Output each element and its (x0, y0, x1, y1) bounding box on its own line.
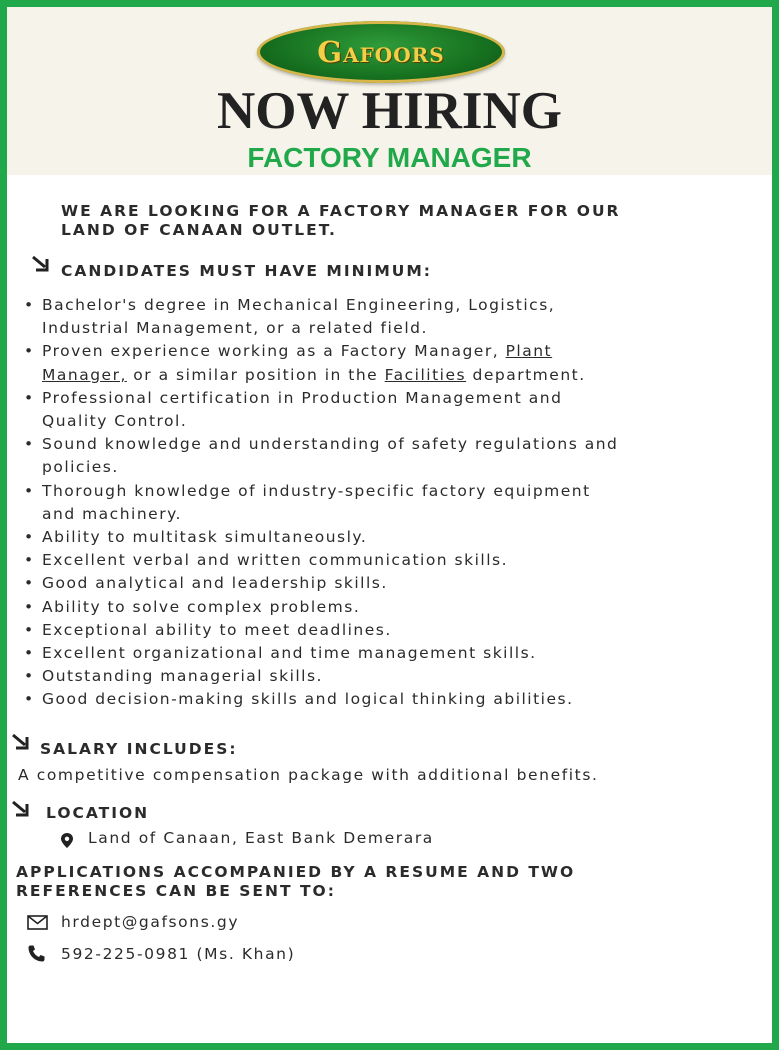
list-item (21, 433, 771, 479)
bullet-dot: • (24, 296, 35, 314)
bullet-dot: • (24, 342, 35, 361)
list-item-line: Ability to solve complex problems. (42, 597, 361, 616)
plant-manager-link[interactable]: Plant (505, 342, 553, 361)
intro-line-1: WE ARE LOOKING FOR A FACTORY MANAGER FOR OUR (61, 202, 621, 220)
gafoors-logo (257, 21, 505, 83)
list-item-text: or a similar position in the (126, 365, 385, 384)
list-item (21, 572, 771, 595)
list-item-line (42, 340, 771, 363)
header-band (7, 7, 772, 175)
list-item-line: Industrial Management, or a related field. (42, 319, 428, 338)
list-item-line: Excellent organizational and time management skills. (42, 644, 537, 663)
list-item-text: Proven experience working as a Factory Manager, (42, 342, 506, 361)
list-item (21, 665, 771, 688)
list-item (21, 642, 771, 665)
list-item-line: Professional certification in Production Management and (42, 388, 563, 407)
bullet-dot: • (24, 551, 35, 570)
bullet-dot: • (24, 435, 35, 454)
bullet-dot: • (24, 620, 35, 639)
contact-email[interactable]: hrdept@gafsons.gy (61, 913, 240, 931)
map-pin-icon (60, 832, 74, 849)
list-item (21, 688, 771, 711)
list-item (21, 294, 771, 340)
list-item-line: Good decision-making skills and logical thinking abilities. (42, 690, 574, 709)
list-item-text: department. (466, 365, 586, 384)
logo-text: Gafoors (317, 35, 445, 69)
intro-line-2: LAND OF CANAAN OUTLET. (61, 221, 337, 239)
arrow-down-right-icon (31, 255, 51, 273)
bullet-dot: • (24, 690, 35, 709)
bullet-dot: • (24, 481, 35, 500)
phone-icon (27, 944, 46, 963)
list-item-line: Bachelor's degree in Mechanical Engineering, Logistics, (42, 296, 556, 314)
bullet-dot: • (24, 388, 35, 407)
bullet-dot: • (24, 528, 35, 547)
list-item-line: Outstanding managerial skills. (42, 667, 323, 686)
list-item (21, 480, 771, 526)
bullet-dot: • (24, 667, 35, 686)
arrow-down-right-icon (11, 733, 31, 751)
list-item-line: Thorough knowledge of industry-specific factory equipment (42, 481, 591, 500)
list-item (21, 387, 771, 433)
mail-icon (27, 915, 48, 930)
salary-text: A competitive compensation package with additional benefits. (18, 766, 599, 784)
list-item-line: Exceptional ability to meet deadlines. (42, 620, 392, 639)
location-address: Land of Canaan, East Bank Demerara (88, 829, 434, 847)
list-item (21, 340, 771, 386)
list-item (21, 596, 771, 619)
location-heading: LOCATION (46, 804, 150, 822)
list-item (21, 549, 771, 572)
requirements-heading: CANDIDATES MUST HAVE MINIMUM: (61, 262, 432, 280)
bullet-dot: • (24, 597, 35, 616)
requirements-list (21, 294, 771, 712)
plant-manager-link-cont[interactable]: Manager, (42, 365, 127, 384)
applications-line-1: APPLICATIONS ACCOMPANIED BY A RESUME AND TWO (16, 863, 576, 881)
applications-line-2: REFERENCES CAN BE SENT TO: (16, 882, 336, 900)
list-item-line: Excellent verbal and written communication skills. (42, 551, 509, 570)
list-item-line: Ability to multitask simultaneously. (42, 528, 368, 547)
list-item-line: Quality Control. (42, 412, 188, 431)
list-item-line (42, 364, 771, 387)
list-item (21, 526, 771, 549)
list-item-line: policies. (42, 458, 119, 477)
position-title: FACTORY MANAGER (247, 142, 532, 173)
facilities-link[interactable]: Facilities (384, 365, 467, 384)
list-item (21, 619, 771, 642)
arrow-down-right-icon (11, 800, 31, 818)
bullet-dot: • (24, 574, 35, 593)
salary-heading: SALARY INCLUDES: (40, 740, 238, 758)
contact-phone[interactable]: 592-225-0981 (Ms. Khan) (61, 945, 296, 963)
bullet-dot: • (24, 644, 35, 663)
list-item-line: and machinery. (42, 504, 182, 523)
now-hiring-headline: NOW HIRING (216, 82, 563, 140)
list-item-line: Good analytical and leadership skills. (42, 574, 388, 593)
list-item-line: Sound knowledge and understanding of safety regulations and (42, 435, 619, 454)
